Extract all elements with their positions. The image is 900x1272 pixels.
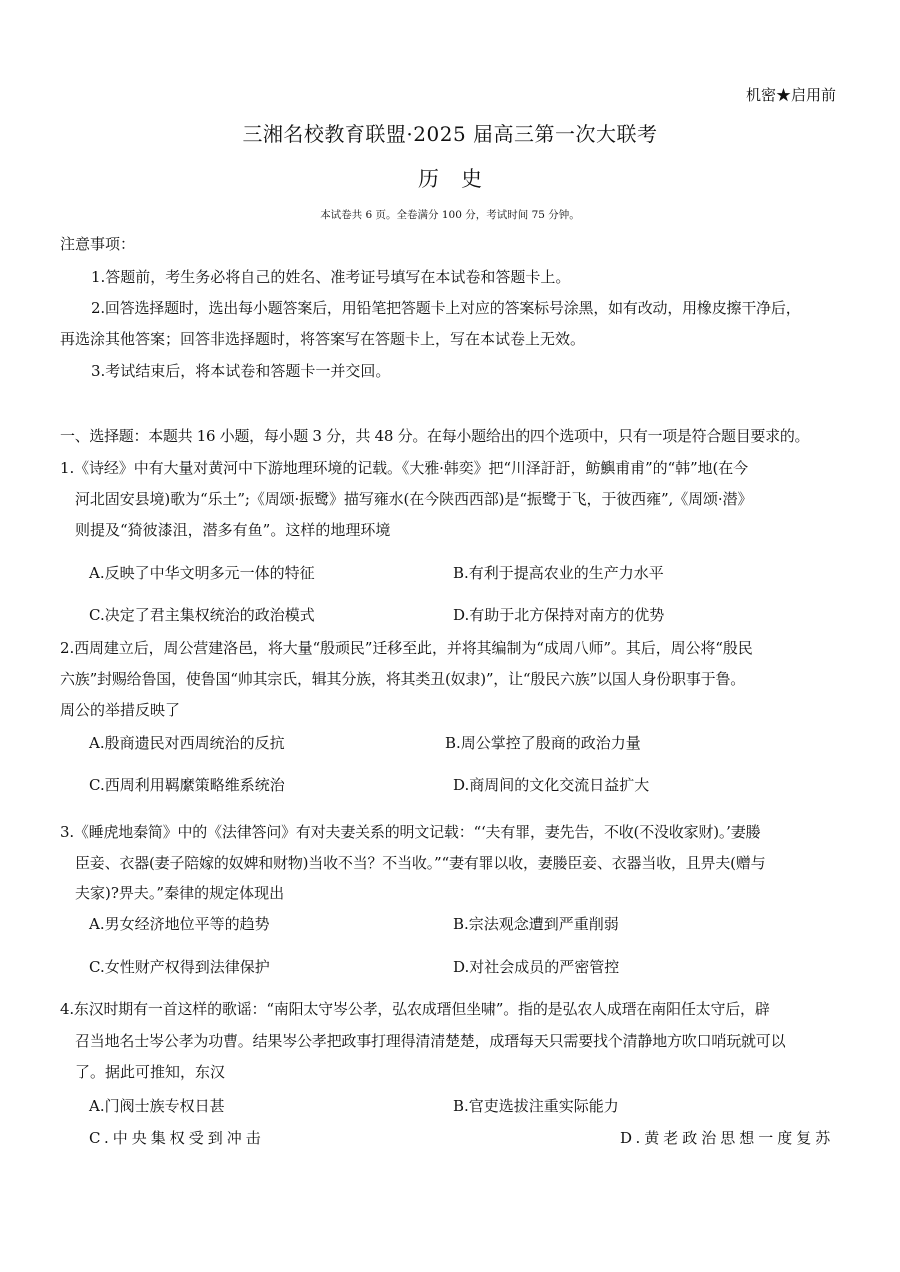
notes-heading: 注意事项： [60, 235, 136, 253]
question-2-option-a[interactable]: A.殷商遗民对西周统治的反抗 [89, 734, 285, 752]
question-4-option-b[interactable]: B.官吏选拔注重实际能力 [453, 1097, 619, 1115]
section-heading: 一、选择题：本题共 16 小题，每小题 3 分，共 48 分。在每小题给出的四个选项中，只有一项是符合题目要求的。 [60, 427, 810, 445]
question-3-line-3: 夫家)?畀夫。”秦律的规定体现出 [75, 884, 285, 902]
question-4-line-3: 了。据此可推知，东汉 [75, 1063, 226, 1081]
question-4-line-1: 4.东汉时期有一首这样的歌谣：“南阳太守岑公孝，弘农成瑨但坐啸”。指的是弘农人成瑨在南阳任太守后，辟 [60, 1000, 770, 1018]
question-1-option-a[interactable]: A.反映了中华文明多元一体的特征 [89, 564, 315, 582]
note-item-3: 3.考试结束后，将本试卷和答题卡一并交回。 [91, 362, 391, 380]
question-1-option-c[interactable]: C.决定了君主集权统治的政治模式 [89, 606, 315, 624]
question-2-option-d[interactable]: D.商周间的文化交流日益扩大 [453, 776, 650, 794]
question-4-option-c[interactable]: C.中央集权受到冲击 [89, 1129, 265, 1147]
question-4-line-2: 召当地名士岑公孝为功曹。结果岑公孝把政事打理得清清楚楚，成瑨每天只需要找个清静地方吹口哨玩就可以 [75, 1032, 786, 1050]
question-4-option-a[interactable]: A.门阀士族专权日甚 [89, 1097, 225, 1115]
question-1-line-3: 则提及“猗彼漆沮，潜多有鱼”。这样的地理环境 [75, 521, 391, 539]
question-1-option-b[interactable]: B.有利于提高农业的生产力水平 [453, 564, 664, 582]
exam-title: 三湘名校教育联盟·2025 届高三第一次大联考 [242, 122, 658, 146]
question-2-line-2: 六族”封赐给鲁国，使鲁国“帅其宗氏，辑其分族，将其类丑(奴隶)”，让“殷民六族”以国人身份职事于鲁。 [60, 670, 746, 688]
question-1-line-2: 河北固安县境)歌为“乐土”;《周颂·振鹭》描写雍水(在今陕西西部)是“振鹭于飞，于彼西雍”,《周颂·潜》 [75, 490, 753, 508]
question-2-line-1: 2.西周建立后，周公营建洛邑，将大量“殷顽民”迁移至此，并将其编制为“成周八师”。其后，周公将“殷民 [60, 639, 753, 657]
question-3-option-d[interactable]: D.对社会成员的严密管控 [453, 958, 620, 976]
question-2-option-c[interactable]: C.西周利用羁縻策略维系统治 [89, 776, 285, 794]
question-2-line-3: 周公的举措反映了 [60, 701, 181, 719]
question-3-option-c[interactable]: C.女性财产权得到法律保护 [89, 958, 270, 976]
question-4-option-d[interactable]: D.黄老政治思想一度复苏 [620, 1129, 835, 1147]
question-1-option-d[interactable]: D.有助于北方保持对南方的优势 [453, 606, 665, 624]
question-3-option-b[interactable]: B.宗法观念遭到严重削弱 [453, 915, 619, 933]
exam-info: 本试卷共 6 页。全卷满分 100 分，考试时间 75 分钟。 [320, 209, 580, 221]
note-item-1: 1.答题前，考生务必将自己的姓名、准考证号填写在本试卷和答题卡上。 [91, 268, 571, 286]
question-3-option-a[interactable]: A.男女经济地位平等的趋势 [89, 915, 270, 933]
note-item-2-cont: 再选涂其他答案；回答非选择题时，将答案写在答题卡上，写在本试卷上无效。 [60, 330, 586, 348]
question-3-line-2: 臣妾、衣器(妻子陪嫁的奴婢和财物)当收不当？不当收。”“妻有罪以收，妻媵臣妾、衣器当收，且畀夫(赠与 [75, 854, 766, 872]
confidential-mark: 机密★启用前 [745, 86, 836, 104]
question-3-line-1: 3.《睡虎地秦简》中的《法律答问》有对夫妻关系的明文记载：“‘夫有罪，妻先告，不收(不没收家财)。’妻媵 [60, 823, 761, 841]
subject-title: 历史 [418, 167, 504, 191]
question-1-line-1: 1.《诗经》中有大量对黄河中下游地理环境的记载。《大雅·韩奕》把“川泽訏訏，鲂鱮甫甫”的“韩”地(在今 [60, 459, 749, 477]
note-item-2: 2.回答选择题时，选出每小题答案后，用铅笔把答题卡上对应的答案标号涂黑，如有改动，用橡皮擦干净后， [91, 299, 801, 317]
question-2-option-b[interactable]: B.周公掌控了殷商的政治力量 [445, 734, 641, 752]
